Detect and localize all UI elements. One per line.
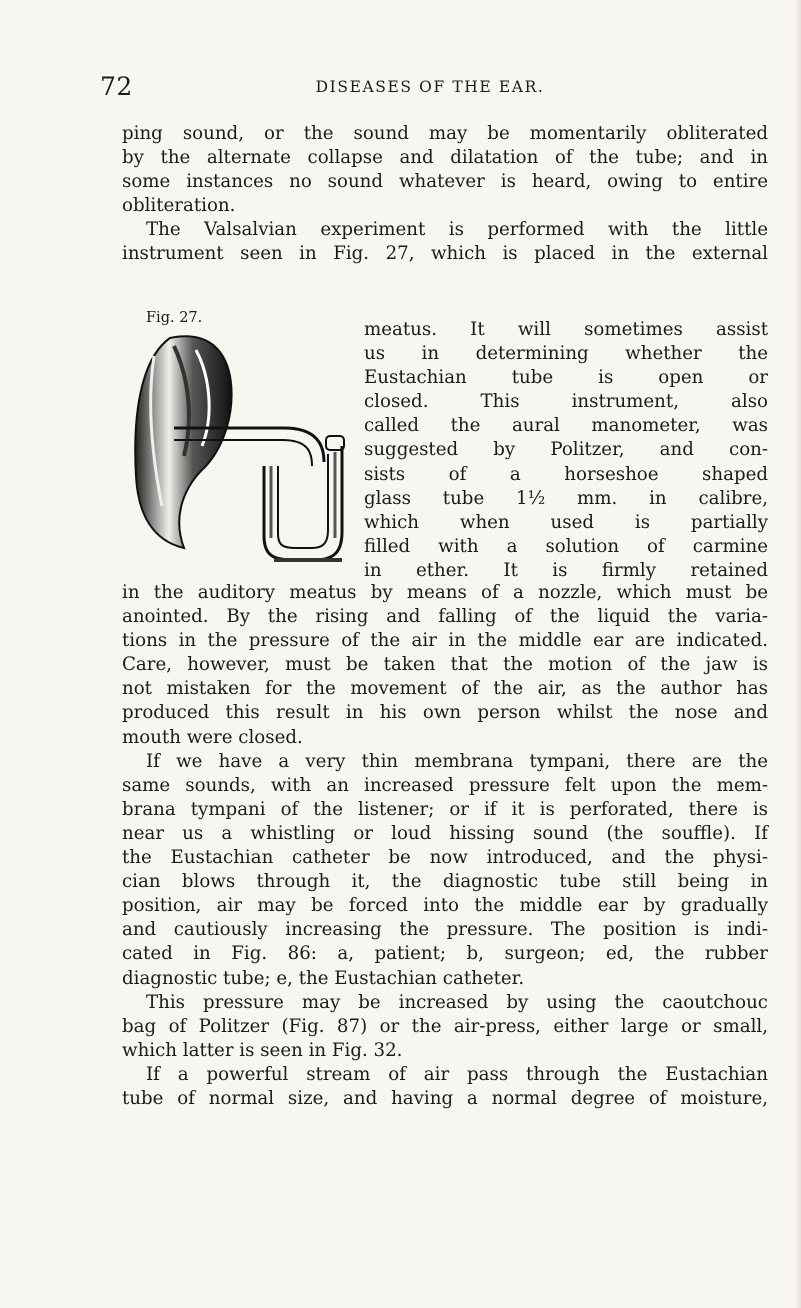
- horseshoe-tube-illustration: [114, 316, 360, 566]
- text-line: meatus. It will sometimes assist: [364, 319, 768, 340]
- text-line: ping sound, or the sound may be momentarily obliterated: [122, 123, 768, 144]
- text-line: cated in Fig. 86: a, patient; b, surgeon; ed, the rubber: [122, 943, 768, 965]
- text-line: sists of a horseshoe shaped: [364, 463, 768, 485]
- text-line: the Eustachian catheter be now introduced, and the physi-: [122, 847, 768, 869]
- text-line: glass tube 1½ mm. in calibre,: [364, 487, 768, 509]
- text-line: diagnostic tube; e, the Eustachian catheter.: [122, 967, 525, 989]
- page-header: [100, 72, 760, 102]
- text-line: cian blows through it, the diagnostic tube still being in: [122, 871, 768, 893]
- text-line: closed. This instrument, also: [364, 391, 768, 413]
- text-line: obliteration.: [122, 195, 236, 217]
- lower-paragraphs: [122, 581, 768, 1111]
- text-line: called the aural manometer, was: [364, 415, 768, 437]
- figure-aural-manometer: [114, 310, 360, 566]
- text-line: same sounds, with an increased pressure felt upon the mem-: [122, 774, 768, 796]
- text-line: instrument seen in Fig. 27, which is placed in the external: [122, 243, 768, 265]
- text-line: which when used is partially: [364, 511, 768, 533]
- page-edge-shadow: [795, 0, 801, 1308]
- text-line: brana tympani of the listener; or if it is perforated, there is: [122, 798, 768, 820]
- text-line: bag of Politzer (Fig. 87) or the air-press, either large or small,: [122, 1015, 768, 1037]
- text-line: which latter is seen in Fig. 32.: [122, 1039, 403, 1061]
- text-line: some instances no sound whatever is heard, owing to entire: [122, 171, 768, 193]
- wrapped-paragraph: [364, 318, 768, 583]
- text-line: produced this result in his own person whilst the nose and: [122, 702, 768, 724]
- text-line: tube of normal size, and having a normal degree of moisture,: [122, 1087, 768, 1109]
- text-line: The Valsalvian experiment is performed with the little: [146, 219, 768, 241]
- text-line: This pressure may be increased by using the caoutchouc: [146, 991, 768, 1013]
- text-line: near us a whistling or loud hissing sound (the souffle). If: [122, 822, 768, 844]
- text-line: by the alternate collapse and dilatation of the tube; and in: [122, 147, 768, 169]
- top-paragraphs: [122, 122, 768, 267]
- text-line: Eustachian tube is open or: [364, 367, 768, 389]
- running-head: DISEASES OF THE EAR.: [315, 78, 545, 96]
- text-line: mouth were closed.: [122, 726, 303, 748]
- text-line: If a powerful stream of air pass through the Eustachian: [146, 1063, 768, 1085]
- text-line: and cautiously increasing the pressure. The position is indi-: [122, 919, 768, 941]
- text-line: us in determining whether the: [364, 343, 768, 365]
- text-line: tions in the pressure of the air in the middle ear are indicated.: [122, 630, 768, 652]
- text-line: not mistaken for the movement of the air, as the author has: [122, 678, 768, 700]
- figure-label: Fig. 27.: [146, 310, 203, 326]
- text-line: position, air may be forced into the middle ear by gradually: [122, 895, 768, 917]
- text-line: Care, however, must be taken that the motion of the jaw is: [122, 654, 768, 676]
- text-line: in the auditory meatus by means of a nozzle, which must be: [122, 582, 768, 603]
- text-line: in ether. It is firmly retained: [364, 559, 768, 581]
- text-line: anointed. By the rising and falling of the liquid the varia-: [122, 606, 768, 628]
- page-number: 72: [100, 72, 133, 101]
- text-line: If we have a very thin membrana tympani, there are the: [146, 750, 768, 772]
- text-line: filled with a solution of carmine: [364, 535, 768, 557]
- text-line: suggested by Politzer, and con-: [364, 439, 768, 461]
